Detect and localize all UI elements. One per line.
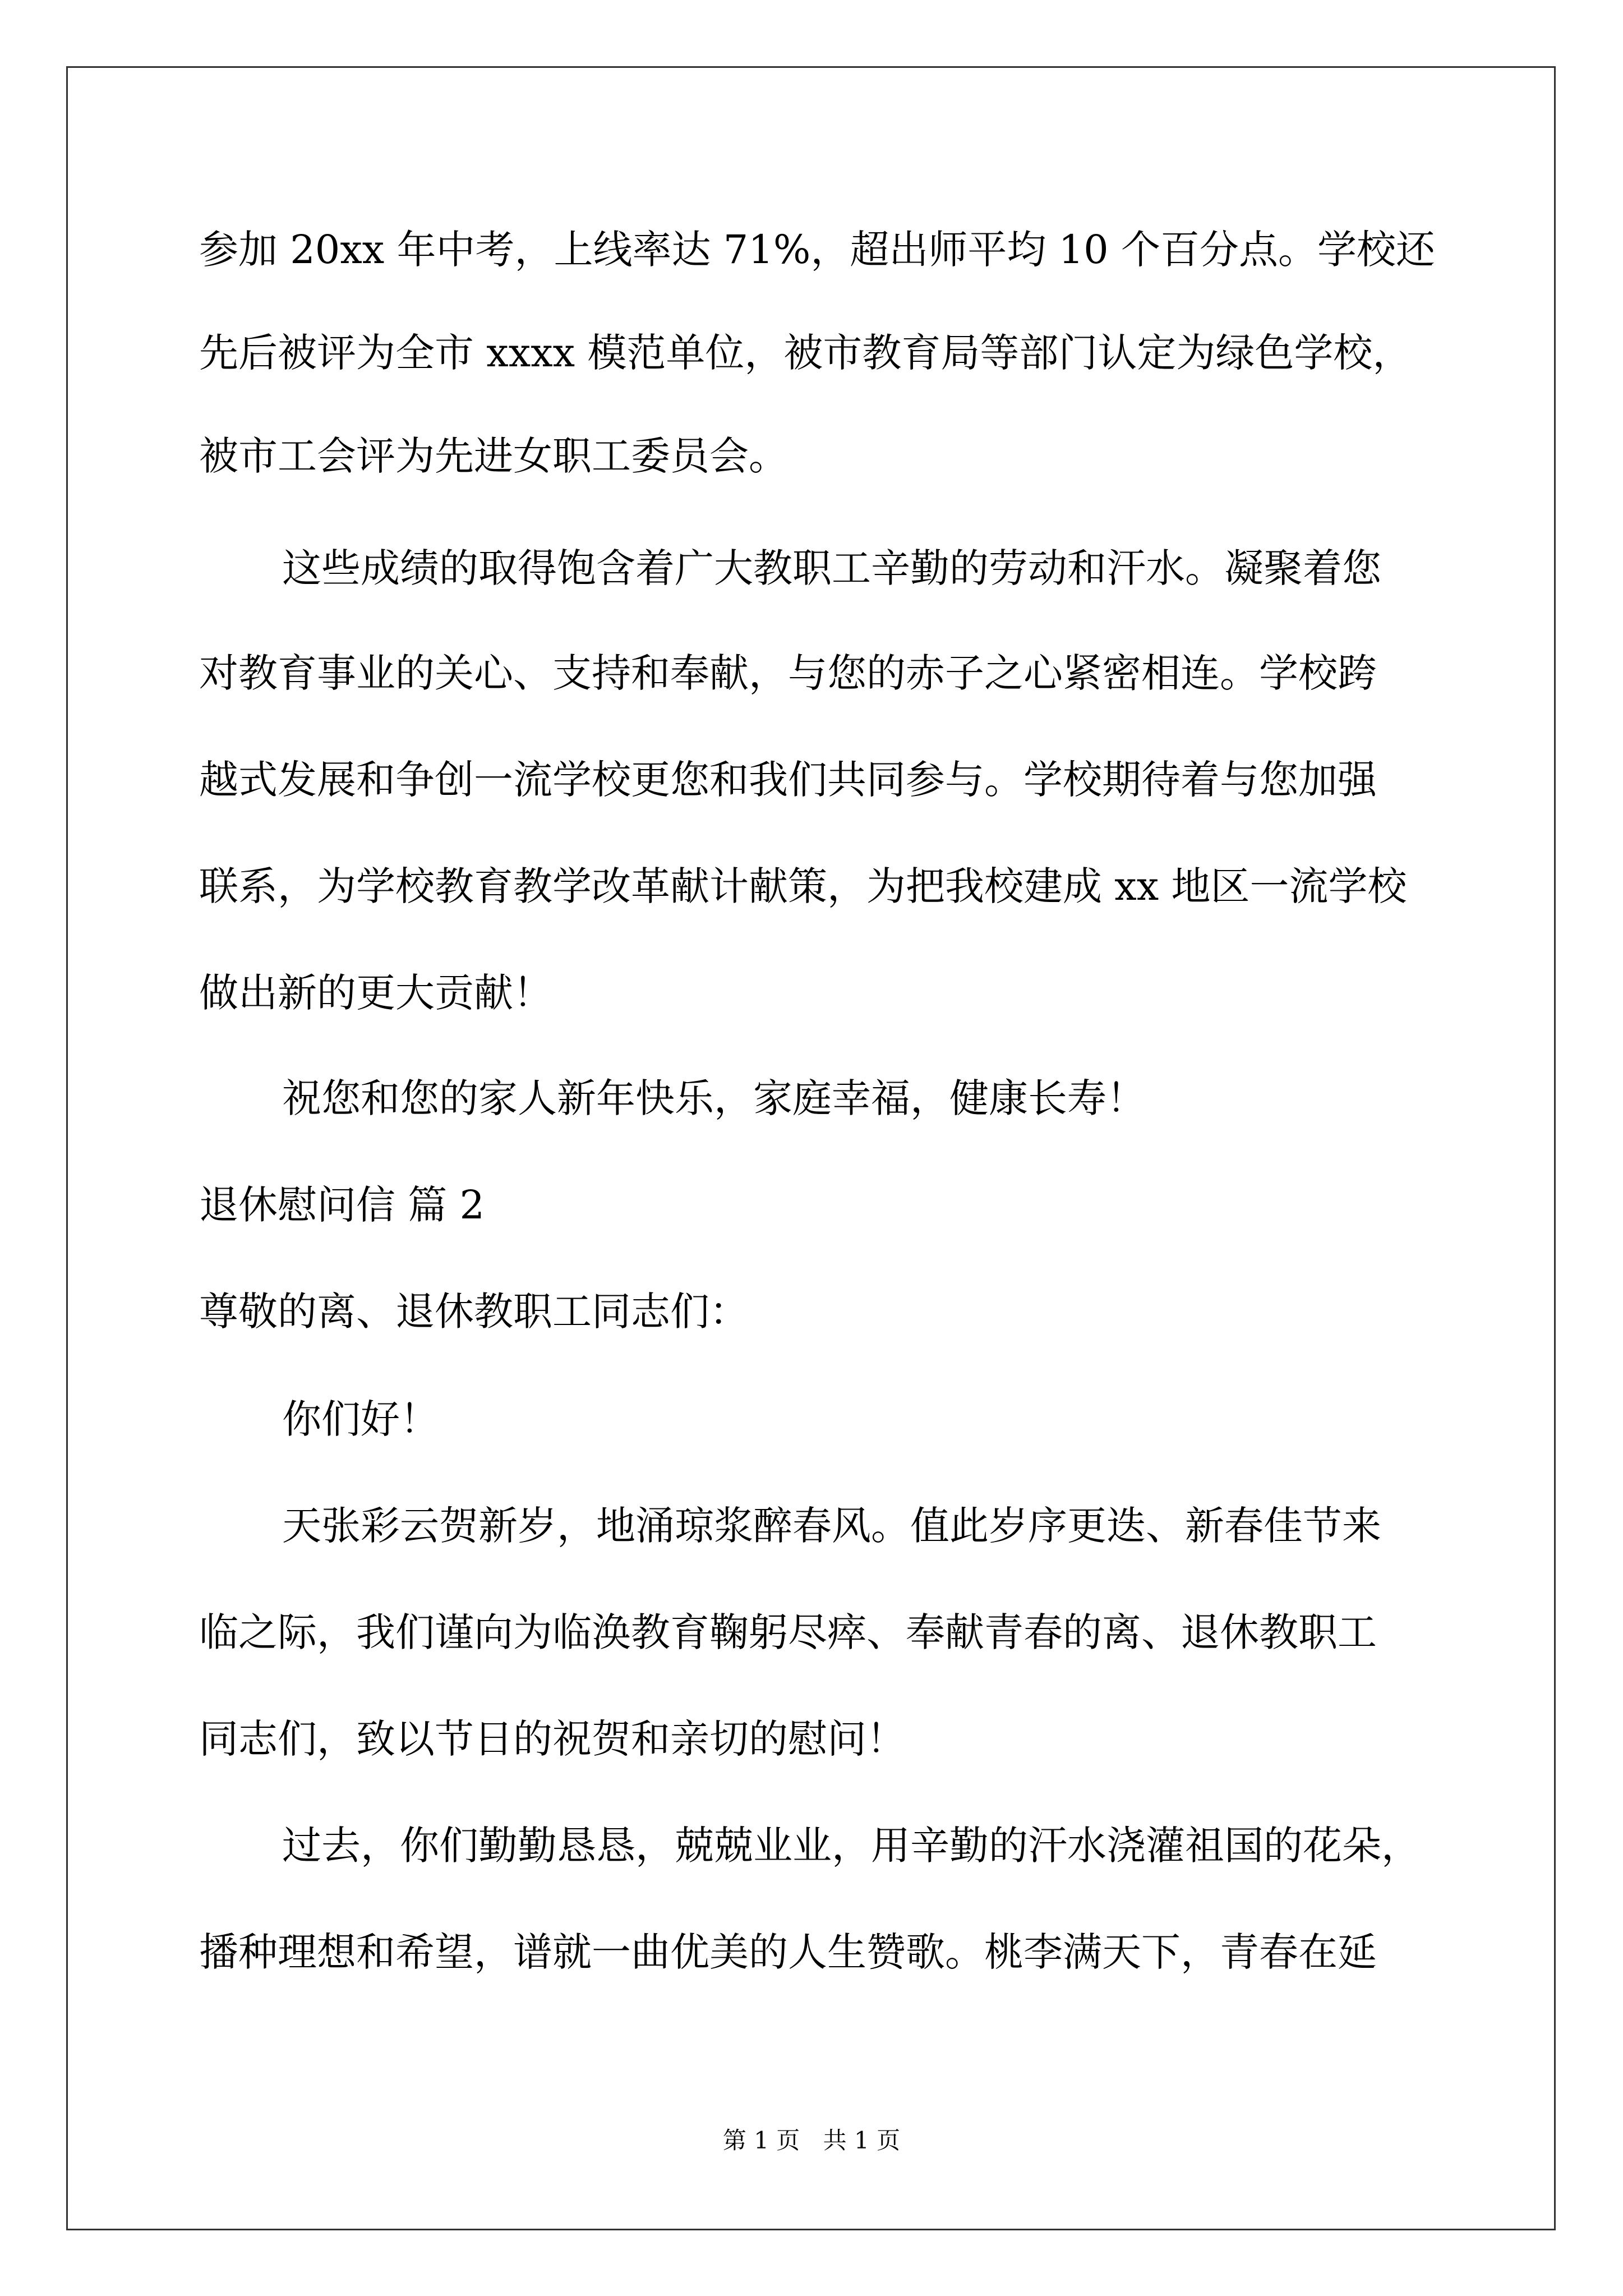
text-line: 被市工会评为先进女职工委员会。 <box>199 433 788 479</box>
text-line: 同志们，致以节日的祝贺和亲切的慰问！ <box>199 1716 906 1762</box>
text-line: 越式发展和争创一流学校更您和我们共同参与。学校期待着与您加强 <box>199 757 1377 803</box>
text-line: 参加 20xx 年中考，上线率达 71%，超出师平均 10 个百分点。学校还 <box>199 227 1435 273</box>
text-line: 临之际，我们谨向为临涣教育鞠躬尽瘁、奉献青春的离、退休教职工 <box>199 1609 1377 1655</box>
page-number: 第 1 页 <box>722 2127 800 2154</box>
salutation: 尊敬的离、退休教职工同志们： <box>199 1289 749 1335</box>
page-footer <box>0 2124 1623 2157</box>
text-line: 做出新的更大贡献！ <box>199 970 552 1016</box>
text-line: 联系，为学校教育教学改革献计献策，为把我校建成 xx 地区一流学校 <box>199 863 1407 909</box>
text-line: 祝您和您的家人新年快乐，家庭幸福，健康长寿！ <box>282 1075 1146 1121</box>
text-line: 天张彩云贺新岁，地涌琼浆醉春风。值此岁序更迭、新春佳节来 <box>282 1503 1381 1549</box>
text-line: 过去，你们勤勤恳恳，兢兢业业，用辛勤的汗水浇灌祖国的花朵， <box>282 1823 1421 1869</box>
page-total: 共 1 页 <box>823 2127 901 2154</box>
section-heading: 退休慰问信 篇 2 <box>199 1182 485 1228</box>
text-line: 播种理想和希望，谱就一曲优美的人生赞歌。桃李满天下，青春在延 <box>199 1929 1377 1975</box>
greeting: 你们好！ <box>282 1396 439 1442</box>
text-line: 对教育事业的关心、支持和奉献，与您的赤子之心紧密相连。学校跨 <box>199 650 1377 696</box>
text-line: 这些成绩的取得饱含着广大教职工辛勤的劳动和汗水。凝聚着您 <box>282 545 1381 591</box>
page-border <box>66 66 1556 2230</box>
text-line: 先后被评为全市 xxxx 模范单位，被市教育局等部门认定为绿色学校， <box>199 330 1412 376</box>
